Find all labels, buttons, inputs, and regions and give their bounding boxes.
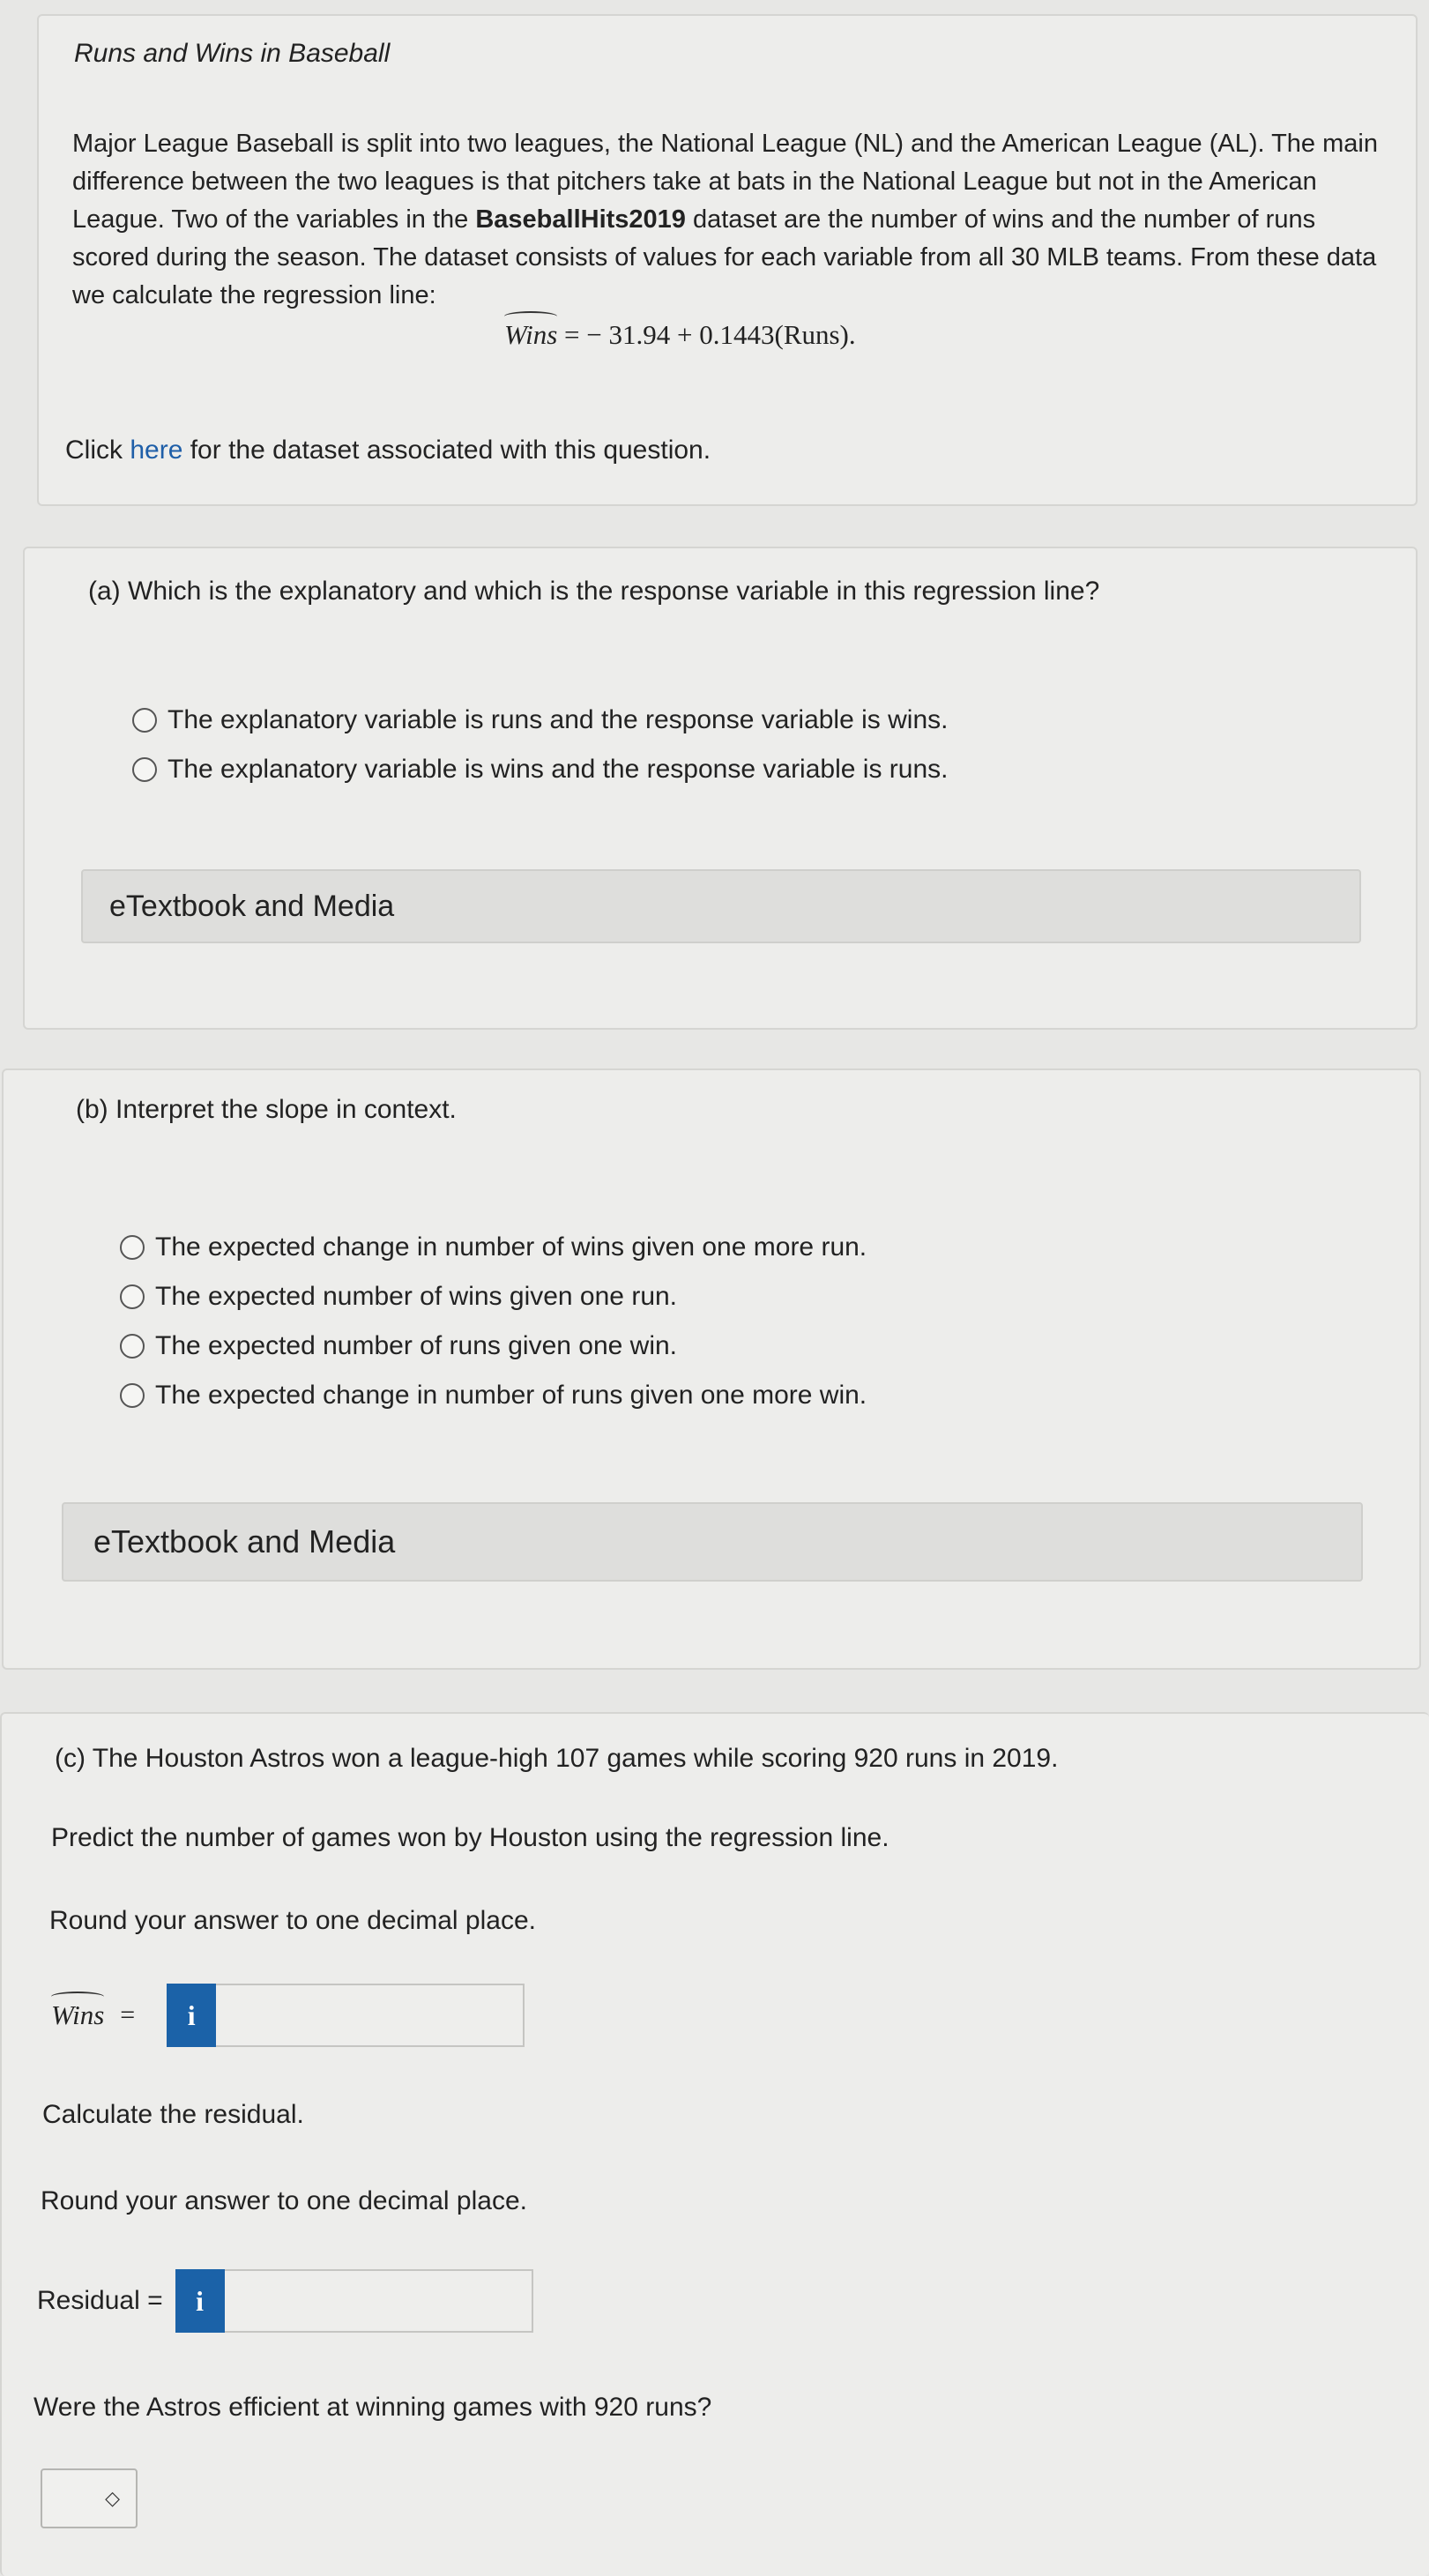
wins-input[interactable] — [216, 1984, 525, 2047]
residual-answer-row — [37, 2269, 533, 2333]
info-icon[interactable]: i — [175, 2269, 225, 2333]
part-c-efficiency-question: Were the Astros efficient at winning games with 920 runs? — [33, 2393, 712, 2422]
option-label: The explanatory variable is wins and the response variable is runs. — [167, 755, 949, 784]
intro-paragraph-after: dataset are the number of wins and the number of runs scored during the season. The dataset consists of values for each variable from all 30 MLB teams. From these data we calculate the regression line: — [72, 205, 1377, 309]
info-icon[interactable]: i — [167, 1984, 216, 2047]
radio-button[interactable] — [120, 1235, 145, 1260]
part-a-etextbook-button[interactable]: eTextbook and Media — [81, 869, 1361, 943]
dataset-link[interactable]: here — [130, 436, 183, 465]
dataset-link-line — [65, 436, 711, 465]
part-c-residual-prompt: Calculate the residual. — [42, 2100, 304, 2129]
option-label: The explanatory variable is runs and the response variable is wins. — [167, 705, 949, 734]
wins-equals-sign: = — [120, 2000, 136, 2029]
option-label: The expected change in number of wins given one more run. — [155, 1232, 867, 1262]
part-a-question: (a) Which is the explanatory and which is the response variable in this regression line? — [88, 577, 1100, 606]
chevron-up-down-icon: ◇ — [105, 2487, 120, 2509]
dataset-link-suffix: for the dataset associated with this question. — [182, 436, 711, 465]
part-b-option-2[interactable] — [120, 1282, 677, 1312]
part-b-option-4[interactable] — [120, 1381, 867, 1411]
residual-input[interactable] — [225, 2269, 533, 2333]
radio-button[interactable] — [120, 1383, 145, 1408]
dataset-link-prefix: Click — [65, 436, 130, 465]
wins-hat-label: Wins — [51, 1999, 105, 2030]
residual-label: Residual = — [37, 2286, 163, 2315]
dataset-name: BaseballHits2019 — [475, 205, 686, 234]
radio-button[interactable] — [120, 1284, 145, 1309]
regression-equation — [504, 319, 856, 351]
intro-paragraph-before: Major League Baseball is split into two leagues, the National League (NL) and the American League (AL). The main difference between the two leagues is that pitchers take at bats in the National League but not in the American League. Two of the variables in the — [72, 130, 1378, 234]
wins-hat-symbol: Wins — [504, 319, 558, 350]
part-c-predict-prompt: Predict the number of games won by Houston using the regression line. — [51, 1823, 889, 1852]
radio-button[interactable] — [132, 708, 157, 733]
equation-rhs: = − 31.94 + 0.1443(Runs). — [564, 319, 856, 350]
part-c-intro: (c) The Houston Astros won a league-high 107 games while scoring 920 runs in 2019. — [55, 1744, 1059, 1773]
option-label: The expected number of wins given one run. — [155, 1282, 678, 1311]
part-c-round-note-2: Round your answer to one decimal place. — [41, 2186, 527, 2215]
wins-answer-row — [51, 1984, 525, 2047]
part-a-card — [23, 547, 1418, 1030]
radio-button[interactable] — [120, 1334, 145, 1359]
part-b-etextbook-button[interactable]: eTextbook and Media — [62, 1502, 1363, 1582]
radio-button[interactable] — [132, 757, 157, 782]
option-label: The expected change in number of runs given one more win. — [155, 1381, 867, 1410]
part-b-option-1[interactable] — [120, 1232, 867, 1262]
part-b-question: (b) Interpret the slope in context. — [76, 1095, 457, 1124]
part-a-option-2[interactable] — [132, 755, 948, 785]
efficiency-select[interactable] — [41, 2468, 138, 2528]
option-label: The expected number of runs given one win. — [155, 1331, 678, 1360]
intro-paragraph — [72, 125, 1395, 315]
part-b-option-3[interactable] — [120, 1331, 677, 1361]
question-title: Runs and Wins in Baseball — [74, 39, 391, 68]
part-a-option-1[interactable] — [132, 705, 948, 735]
part-c-round-note-1: Round your answer to one decimal place. — [49, 1906, 536, 1935]
